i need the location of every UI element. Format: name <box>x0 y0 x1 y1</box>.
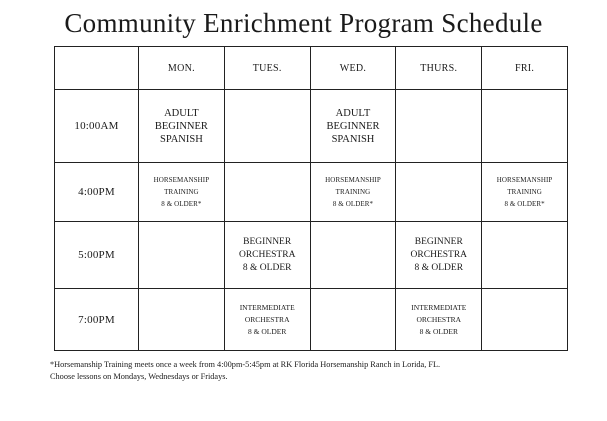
class-cell-beginner-orchestra <box>396 222 482 289</box>
time-label: 4:00PM <box>55 163 139 222</box>
day-header-tues: TUES. <box>224 47 310 90</box>
empty-cell <box>310 222 396 289</box>
empty-cell <box>139 289 225 351</box>
class-line: HORSEMANSHIP <box>153 176 210 184</box>
class-cell-adult-spanish <box>310 90 396 163</box>
class-line: 8 & OLDER <box>242 262 292 273</box>
class-line: INTERMEDIATE <box>239 302 295 312</box>
class-line: 8 & OLDER* <box>504 200 545 208</box>
class-cell-horsemanship <box>310 163 396 222</box>
footnote <box>50 359 590 383</box>
empty-cell <box>396 163 482 222</box>
class-line: 8 & OLDER <box>419 326 458 336</box>
class-cell-intermediate-orchestra <box>224 289 310 351</box>
class-line: 8 & OLDER <box>248 326 287 336</box>
schedule-row-700pm <box>55 289 568 351</box>
schedule-row-500pm <box>55 222 568 289</box>
class-line: SPANISH <box>159 133 203 145</box>
header-row <box>55 47 568 90</box>
class-line: BEGINNER <box>243 236 292 247</box>
class-line: BEGINNER <box>326 120 380 132</box>
footnote-line-1: *Horsemanship Training meets once a week from 4:00pm-5:45pm at RK Florida Horsemanship Ranch in Lorida, FL. <box>50 360 441 369</box>
class-line: 8 & OLDER* <box>332 200 374 208</box>
day-header-thurs: THURS. <box>396 47 482 90</box>
corner-cell <box>55 47 139 90</box>
empty-cell <box>224 90 310 163</box>
class-line: 8 & OLDER* <box>161 200 202 208</box>
empty-cell <box>396 90 482 163</box>
class-line: ORCHESTRA <box>410 249 468 260</box>
class-line: BEGINNER <box>414 236 463 247</box>
class-line: ORCHESTRA <box>238 249 296 260</box>
empty-cell <box>224 163 310 222</box>
class-cell-beginner-orchestra <box>224 222 310 289</box>
time-label: 5:00PM <box>55 222 139 289</box>
class-cell-intermediate-orchestra <box>396 289 482 351</box>
day-header-wed: WED. <box>310 47 396 90</box>
class-line: SPANISH <box>331 133 375 145</box>
class-line: BEGINNER <box>154 120 208 132</box>
day-header-mon: MON. <box>139 47 225 90</box>
class-cell-horsemanship <box>139 163 225 222</box>
empty-cell <box>310 289 396 351</box>
class-line: 8 & OLDER <box>414 262 464 273</box>
time-label: 7:00PM <box>55 289 139 351</box>
class-cell-adult-spanish <box>139 90 225 163</box>
day-header-fri: FRI. <box>482 47 568 90</box>
empty-cell <box>139 222 225 289</box>
class-line: ADULT <box>335 107 371 119</box>
time-label: 10:00AM <box>55 90 139 163</box>
schedule-row-400pm <box>55 163 568 222</box>
class-line: HORSEMANSHIP <box>325 176 381 184</box>
empty-cell <box>482 90 568 163</box>
class-line: TRAINING <box>164 188 199 196</box>
class-line: ORCHESTRA <box>244 314 290 324</box>
empty-cell <box>482 222 568 289</box>
class-line: INTERMEDIATE <box>411 302 467 312</box>
schedule-table <box>54 46 568 351</box>
page-title: Community Enrichment Program Schedule <box>64 8 543 38</box>
schedule-row-1000am <box>55 90 568 163</box>
footnote-line-2: Choose lessons on Mondays, Wednesdays or Fridays. <box>50 372 228 381</box>
class-line: HORSEMANSHIP <box>496 176 553 184</box>
empty-cell <box>482 289 568 351</box>
class-line: TRAINING <box>507 188 542 196</box>
class-cell-horsemanship <box>482 163 568 222</box>
class-line: TRAINING <box>335 188 371 196</box>
class-line: ORCHESTRA <box>416 314 462 324</box>
class-line: ADULT <box>164 107 199 119</box>
